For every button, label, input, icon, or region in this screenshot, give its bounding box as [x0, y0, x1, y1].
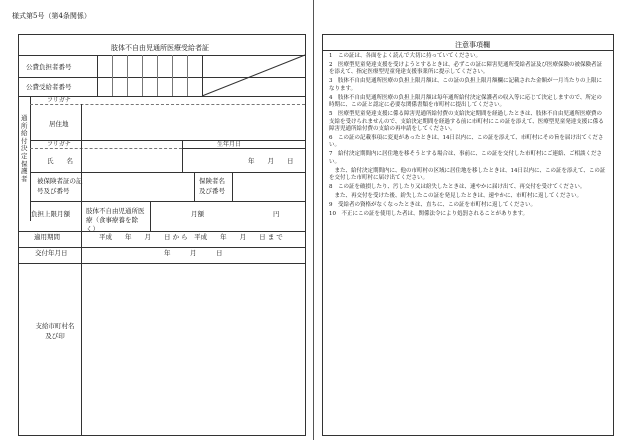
monthly-amount-label: 月額 [191, 210, 204, 218]
note-item: 4 肢体不自由児通所医療の負担上限月額は毎年通所給付決定保護者の収入等に応じて決定しますので、所定の時期に、この証と認定に必要な関係書類を市町村に提出してください。 [329, 94, 602, 109]
note-item: 8 この証を破損したり、汚したり又は紛失したときは、速やかに届け出て、再交付を受けてください。 [329, 184, 586, 191]
furigana-label-2: フリガナ [47, 141, 71, 148]
certificate-panel [18, 34, 306, 436]
public-recipient-number-label: 公費受給者番号 [26, 83, 72, 91]
name-label: 氏 名 [47, 157, 73, 165]
note-item: 9 受給者の資格がなくなったときは、直ちに、この証を市町村に返してください。 [329, 202, 537, 209]
furigana-label-1: フリガナ [47, 97, 71, 104]
page-divider [313, 0, 314, 440]
issue-date-label: 交付年月日 [35, 249, 68, 257]
note-item: 1 この証は、各面をよく読んで大切に持っていてください。 [329, 53, 482, 59]
guardian-vertical-label: 通所給付決定保護者 [21, 114, 28, 183]
notes-list [329, 53, 607, 221]
period-label: 適用期間 [34, 233, 60, 241]
birthdate-value: 年 月 日 [248, 157, 294, 165]
issue-date-value: 年 月 日 [164, 249, 223, 257]
note-item: 7 給付決定期間内に居住地を移そうとする場合は、事前に、この証を交付した市町村にご連絡、ご相談ください。 [329, 151, 603, 165]
note-item: また、給付決定期間内に、他の市町村の区域に居住地を移したときは、14日以内に、この証を添えて、この証を交付した市町村に届け出てください。 [329, 167, 606, 182]
public-payer-number-label: 公費負担者番号 [26, 63, 72, 71]
note-item: 5 医療型児童発達支援に係る障害児通所給付費の支給決定期間を経過したときは、肢体不自由児通所医療費の支給を受けられませんので、支給決定期間を経過する前に市町村にこの証を添えて、医療型児童発達支援に係る障害児通所給付費の支給の再申請をしてください。 [329, 111, 604, 132]
note-item: 6 この証の記載事項に変更があったときは、14日以内に、この証を添えて、市町村にその旨を届け出てください。 [329, 134, 604, 149]
note-item: 10 不正にこの証を使用した者は、関係法令により処罰されることがあります。 [329, 211, 529, 218]
period-value: 平成 年 月 日 か ら 平成 年 月 日 ま で [99, 233, 283, 241]
certificate-title: 肢体不自由児通所医療受給者証 [111, 44, 209, 52]
birthdate-label: 生年月日 [217, 141, 242, 148]
burden-description: 肢体不自由児通所医療（食事療養を除く） [86, 207, 145, 233]
note-item: また、再交付を受けた後、紛失したこの証を発見したときは、速やかに、市町村に返してください。 [329, 193, 583, 200]
address-label: 居住地 [49, 120, 69, 128]
note-item: 2 医療型児童発達支援を受けようとするときは、必ずこの証に障害児通所受給者証及び医療保険の被保険者証を添えて、指定医療型児童発達支援事業所に提示してください。 [329, 62, 603, 76]
insured-card-label: 被保険者証の記号及び番号 [37, 177, 83, 195]
insurer-label: 保険者名及び番号 [199, 177, 225, 195]
form-number: 様式第5号（第4条関係） [12, 12, 91, 20]
municipality-label: 支給市町村名及び印 [35, 322, 75, 340]
notes-panel [322, 34, 614, 436]
notes-title: 注意事項欄 [455, 41, 490, 49]
burden-limit-label: 負担上限月額 [31, 210, 70, 218]
note-item: 3 肢体不自由児通所医療の負担上限月額は、この証の負担上限月額欄に記載された金額が一月当たりの上限になります。 [329, 78, 603, 92]
yen-label: 円 [273, 210, 280, 218]
